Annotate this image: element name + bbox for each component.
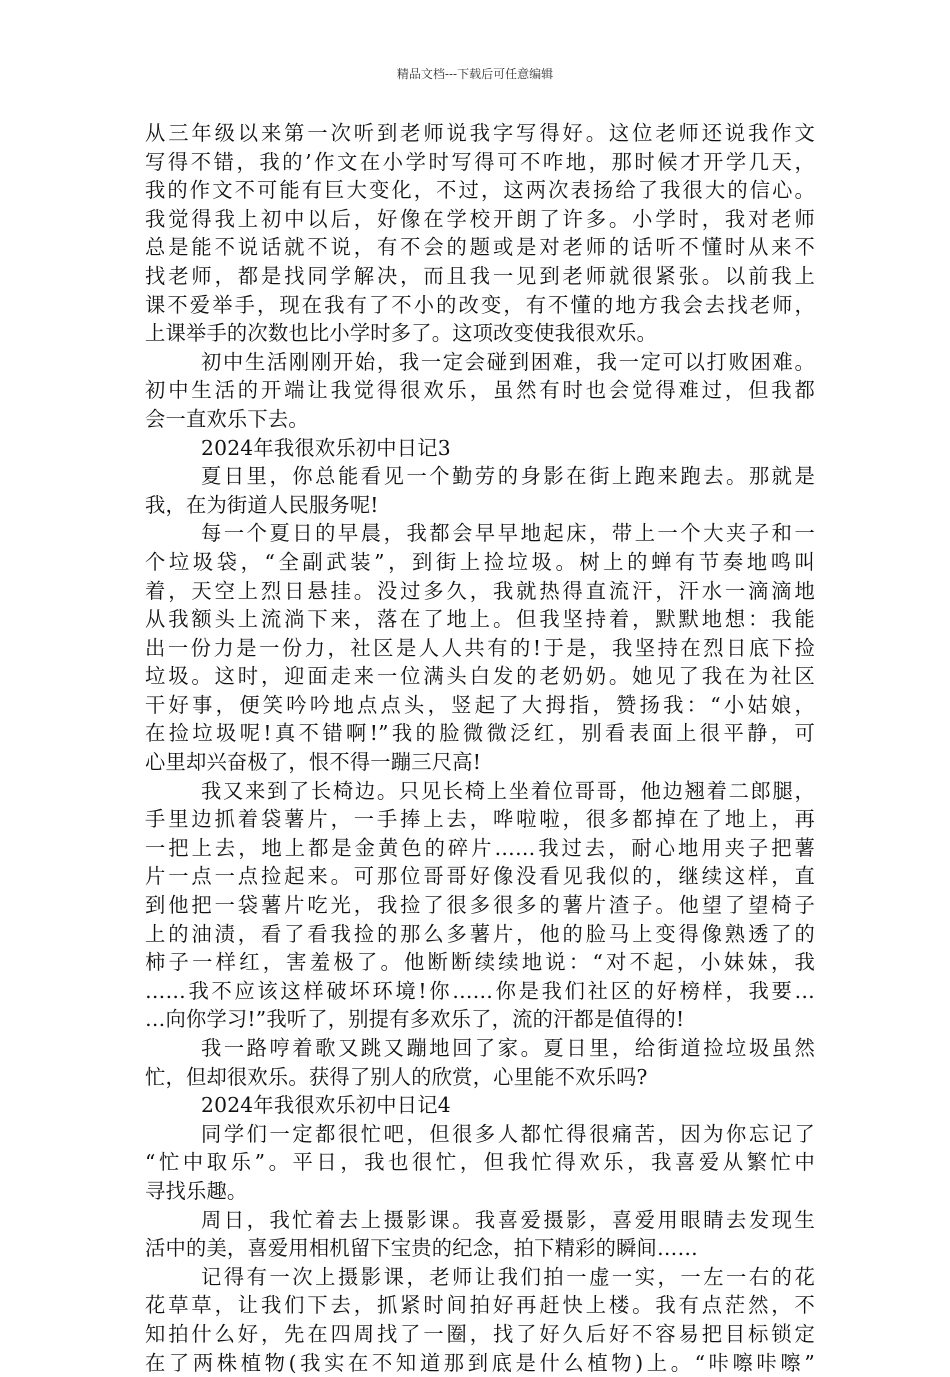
text-line: …向你学习!”我听了，别提有多欢乐了，流的汗都是值得的! (145, 1007, 685, 1032)
text-line: 上课举手的次数也比小学时多了。这项改变使我很欢乐。 (145, 321, 658, 346)
section-heading: 2024年我很欢乐初中日记3 (201, 435, 451, 460)
text-line: 片一点一点捡起来。可那位哥哥好像没看见我似的，继续这样，直 (145, 864, 815, 889)
text-line: 上的油渍，看了看我捡的那么多薯片，他的脸马上变得像熟透了的 (145, 921, 815, 946)
text-line: 从我额头上流淌下来，落在了地上。但我坚持着，默默地想：我能 (145, 607, 815, 632)
text-line: 花草草，让我们下去，抓紧时间拍好再赶快上楼。我有点茫然，不 (145, 1293, 815, 1318)
text-line: 在捡垃圾呢!真不错啊!”我的脸微微泛红，别看表面上很平静，可 (145, 721, 815, 746)
text-line: 心里却兴奋极了，恨不得一蹦三尺高! (145, 750, 482, 775)
text-line: 总是能不说话就不说，有不会的题或是对老师的话听不懂时从来不 (145, 235, 815, 260)
text-line: “忙中取乐”。平日，我也很忙，但我忙得欢乐，我喜爱从繁忙中 (145, 1150, 815, 1175)
text-line: 手里边抓着袋薯片，一手捧上去，哗啦啦，很多都掉在了地上，再 (145, 807, 815, 832)
text-line: 在了两株植物(我实在不知道那到底是什么植物)上。“咔嚓咔嚓” (145, 1350, 815, 1375)
text-line: 活中的美，喜爱用相机留下宝贵的纪念，拍下精彩的瞬间…… (145, 1236, 698, 1261)
text-line: 我的作文不可能有巨大变化，不过，这两次表扬给了我很大的信心。 (145, 178, 815, 203)
text-line: 出一份力是一份力，社区是人人共有的!于是，我坚持在烈日底下捡 (145, 635, 815, 660)
page-header: 精品文档---下载后可任意编辑 (396, 67, 554, 81)
text-line: ……我不应该这样破坏环境!你……你是我们社区的好榜样，我要… (145, 978, 815, 1003)
text-line: 寻找乐趣。 (145, 1178, 248, 1203)
text-line: 找老师，都是找同学解决，而且我一见到老师就很紧张。以前我上 (145, 263, 815, 288)
text-line: 柿子一样红，害羞极了。他断断续续地说：“对不起，小妹妹，我 (145, 950, 815, 975)
text-line: 课不爱举手，现在我有了不小的改变，有不懂的地方我会去找老师， (145, 292, 815, 317)
text-line: 同学们一定都很忙吧，但很多人都忙得很痛苦，因为你忘记了 (201, 1121, 815, 1146)
text-line: 我一路哼着歌又跳又蹦地回了家。夏日里，给街道捡垃圾虽然 (201, 1036, 815, 1060)
text-line: 我觉得我上初中以后，好像在学校开朗了许多。小学时，我对老师 (145, 206, 815, 231)
text-line: 从三年级以来第一次听到老师说我字写得好。这位老师还说我作文 (145, 121, 815, 145)
text-line: 初中生活的开端让我觉得很欢乐，虽然有时也会觉得难过，但我都 (145, 378, 815, 403)
text-line: 写得不错，我的’作文在小学时写得可不咋地，那时候才开学几天， (145, 149, 815, 174)
text-line: 干好事，便笑吟吟地点点头，竖起了大拇指，赞扬我：“小姑娘， (145, 692, 815, 717)
text-line: 忙，但却很欢乐。获得了别人的欣赏，心里能不欢乐吗? (145, 1064, 648, 1089)
text-line: 到他把一袋薯片吃光，我捡了很多很多的薯片渣子。他望了望椅子 (145, 893, 815, 918)
text-line: 一把上去，地上都是金黄色的碎片……我过去，耐心地用夹子把薯 (145, 835, 815, 860)
text-line: 着，天空上烈日悬挂。没过多久，我就热得直流汗，汗水一滴滴地 (145, 578, 815, 603)
text-line: 知拍什么好，先在四周找了一圈，找了好久后好不容易把目标锁定 (145, 1321, 815, 1346)
text-line: 我，在为街道人民服务呢! (145, 492, 379, 517)
text-line: 垃圾。这时，迎面走来一位满头白发的老奶奶。她见了我在为社区 (145, 664, 815, 689)
text-line: 每一个夏日的早晨，我都会早早地起床，带上一个大夹子和一 (201, 521, 815, 546)
text-line: 初中生活刚刚开始，我一定会碰到困难，我一定可以打败困难。 (201, 349, 815, 374)
text-line: 周日，我忙着去上摄影课。我喜爱摄影，喜爱用眼睛去发现生 (201, 1207, 815, 1232)
text-line: 夏日里，你总能看见一个勤劳的身影在街上跑来跑去。那就是 (201, 464, 815, 489)
document-body (145, 119, 815, 1377)
text-line: 记得有一次上摄影课，老师让我们拍一虚一实，一左一右的花 (201, 1264, 815, 1289)
text-line: 会一直欢乐下去。 (145, 406, 309, 431)
text-line: 我又来到了长椅边。只见长椅上坐着位哥哥，他边翘着二郎腿， (201, 778, 815, 803)
text-line: 个垃圾袋，“全副武装”，到街上捡垃圾。树上的蝉有节奏地鸣叫 (145, 549, 815, 574)
section-heading: 2024年我很欢乐初中日记4 (201, 1093, 451, 1118)
